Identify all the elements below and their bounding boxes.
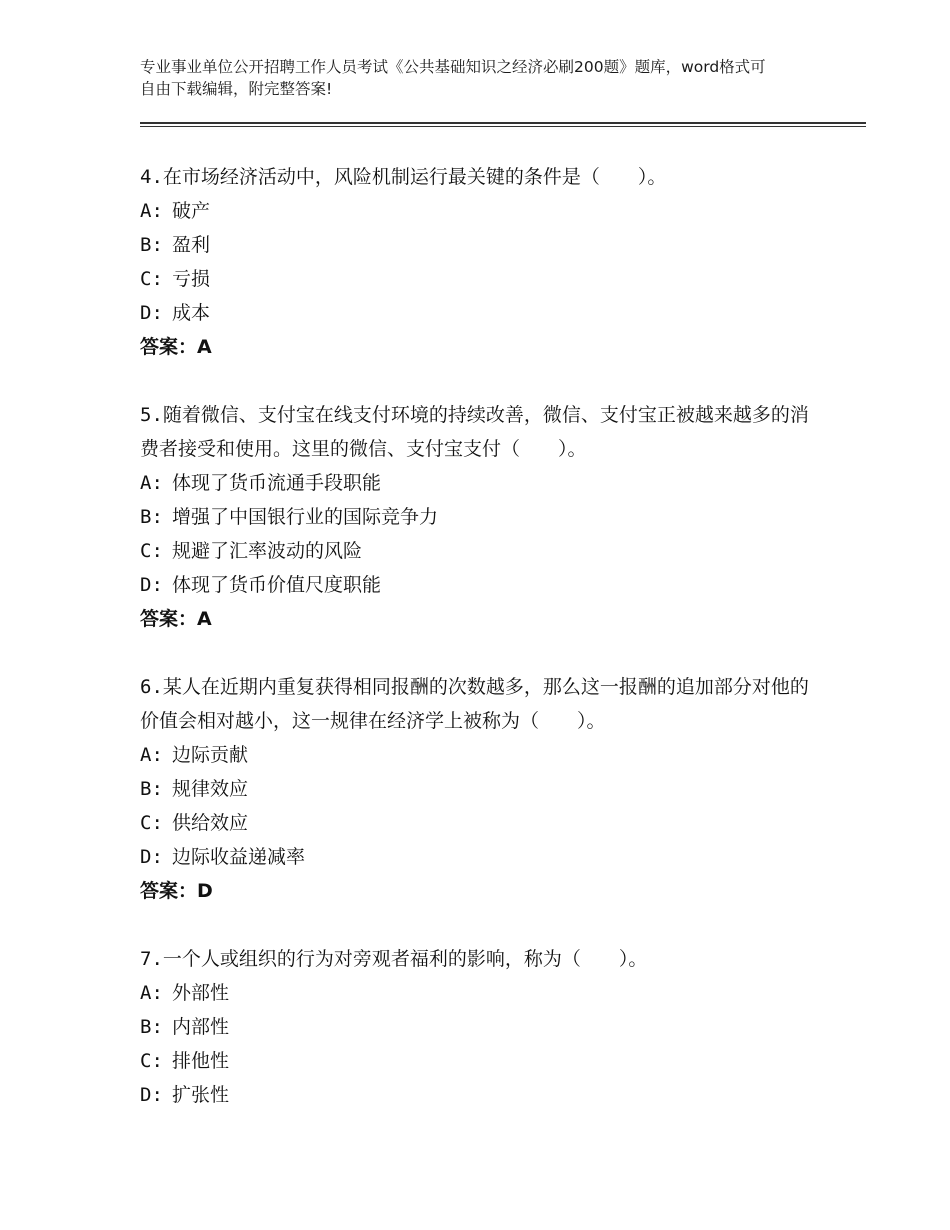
option-text: 亏损	[172, 268, 211, 290]
answer-label: 答案：A	[140, 608, 212, 630]
option-letter: D:	[140, 1084, 163, 1106]
question-list	[140, 160, 820, 1112]
option-text: 体现了货币价值尺度职能	[172, 574, 382, 596]
option-d	[140, 840, 820, 874]
header-divider-secondary	[140, 126, 866, 127]
option-d	[140, 296, 820, 330]
option-text: 破产	[172, 200, 211, 222]
option-a	[140, 976, 820, 1010]
option-text: 成本	[172, 302, 211, 324]
option-c	[140, 806, 820, 840]
option-letter: A:	[140, 472, 163, 494]
option-d	[140, 568, 820, 602]
answer-label: 答案：A	[140, 336, 212, 358]
option-text: 规律效应	[172, 778, 249, 800]
option-letter: D:	[140, 846, 163, 868]
option-letter: D:	[140, 302, 163, 324]
option-text: 排他性	[172, 1050, 230, 1072]
option-text: 规避了汇率波动的风险	[172, 540, 363, 562]
option-letter: C:	[140, 812, 163, 834]
option-letter: A:	[140, 200, 163, 222]
option-a	[140, 466, 820, 500]
option-text: 外部性	[172, 982, 230, 1004]
option-text: 边际收益递减率	[172, 846, 306, 868]
question-stem: 6.某人在近期内重复获得相同报酬的次数越多，那么这一报酬的追加部分对他的价值会相对越小，这一规律在经济学上被称为（ ）。	[140, 676, 809, 732]
question-7	[140, 942, 820, 1112]
option-letter: B:	[140, 234, 163, 256]
spacer	[140, 636, 820, 670]
question-stem: 5.随着微信、支付宝在线支付环境的持续改善，微信、支付宝正被越来越多的消费者接受和使用。这里的微信、支付宝支付（ ）。	[140, 404, 809, 460]
option-text: 盈利	[172, 234, 211, 256]
question-4	[140, 160, 820, 364]
option-text: 体现了货币流通手段职能	[172, 472, 382, 494]
option-a	[140, 194, 820, 228]
option-letter: A:	[140, 744, 163, 766]
question-6	[140, 670, 820, 908]
option-letter: C:	[140, 268, 163, 290]
question-5	[140, 398, 820, 636]
option-text: 边际贡献	[172, 744, 249, 766]
option-b	[140, 500, 820, 534]
option-text: 内部性	[172, 1016, 230, 1038]
option-a	[140, 738, 820, 772]
option-text: 扩张性	[172, 1084, 230, 1106]
option-d	[140, 1078, 820, 1112]
option-letter: B:	[140, 778, 163, 800]
option-text: 供给效应	[172, 812, 249, 834]
question-stem: 4.在市场经济活动中，风险机制运行最关键的条件是（ ）。	[140, 166, 667, 188]
option-b	[140, 772, 820, 806]
option-letter: A:	[140, 982, 163, 1004]
option-letter: C:	[140, 1050, 163, 1072]
option-b	[140, 1010, 820, 1044]
option-b	[140, 228, 820, 262]
spacer	[140, 364, 820, 398]
question-stem: 7.一个人或组织的行为对旁观者福利的影响，称为（ ）。	[140, 948, 648, 970]
option-c	[140, 262, 820, 296]
option-letter: B:	[140, 1016, 163, 1038]
option-letter: D:	[140, 574, 163, 596]
option-text: 增强了中国银行业的国际竞争力	[172, 506, 439, 528]
option-c	[140, 534, 820, 568]
option-c	[140, 1044, 820, 1078]
option-letter: C:	[140, 540, 163, 562]
answer-label: 答案：D	[140, 880, 213, 902]
document-header: 专业事业单位公开招聘工作人员考试《公共基础知识之经济必刷200题》题库，word格式可自由下载编辑，附完整答案!	[140, 58, 766, 98]
spacer	[140, 908, 820, 942]
option-letter: B:	[140, 506, 163, 528]
header-divider	[140, 122, 866, 124]
